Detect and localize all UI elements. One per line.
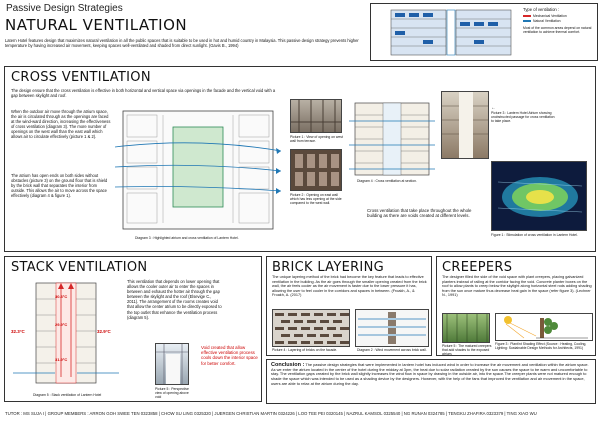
diagram2-caption: Diagram 2 : Wind movement across brick wall. bbox=[357, 348, 427, 352]
picture2 bbox=[290, 149, 342, 191]
building-section-drawing bbox=[371, 4, 521, 60]
picture5-stack-caption: Picture 5 : Perspective view of opening above void bbox=[155, 387, 189, 399]
stack-p1: This ventilation that depends on lower opening that allows the cooler outer air to enter the spaces in between and exhaust the hotter air through the gap between the skylight and the roof (Elsevige C., 2011). The arrangement of the rooms creates void that allow the center atrium to be directly exposed to the top outlet that enhance the ventilation process (diagram 5). bbox=[127, 279, 222, 320]
legend-label: Natural Ventilation bbox=[533, 19, 561, 23]
figure3-caption: Figure 3 : Plant/nt Shading Effect (Source : Heating, Cooling, Lighting: Sustainable Design Methods for Architects, 1991) bbox=[495, 342, 587, 350]
stack-highlight: Void created that allow effective ventilation process cools down the interior space for better comfort. bbox=[201, 345, 258, 366]
temp-right: 32.9°C bbox=[97, 329, 111, 334]
figure1-caption: Figure 1 : Stimulation of cross ventilation in Lantern Hotel. bbox=[491, 233, 578, 237]
top-section-diagram bbox=[370, 3, 598, 61]
brick-title: BRICK LAYERING bbox=[272, 260, 384, 275]
diagram5-caption: Diagram 5 : Stack ventilation of Lantern Hotel bbox=[33, 393, 102, 397]
stack-title: STACK VENTILATION bbox=[11, 260, 148, 275]
legend-label: Mechanical Ventilation bbox=[533, 14, 567, 18]
mechanical-swatch-icon bbox=[523, 15, 531, 17]
arrow-icon: ← bbox=[491, 105, 496, 111]
figure3-shading bbox=[495, 313, 593, 341]
stack-ventilation-panel bbox=[4, 256, 262, 402]
kicker: Passive Design Strategies bbox=[6, 3, 123, 14]
brick-p1: The unique layering method of the brick had become the key feature that leads to effective ventilation in the building. As the air goes through the smaller opening created from the brick wall, the air feels cooler as the air movement is faster due to the lower pressure it has, allowing the user to feel cooler in the corridors and spaces in between. (Froakh, A., & Froakh, A. (2017) bbox=[272, 275, 427, 298]
cross-highlight: Cross ventilation that take place throughout the whole building as there are voids created at different levels. bbox=[367, 208, 472, 219]
cross-p2: When the outdoor air move through the atrium space, the air is circulated through as the openings are faced at the wind-ward direction, increasing the effectiveness of cross ventilation (diagram 3). The more number of openings on the west wall than the east wall which allows air to circulate effectively (picture 1 & 2). bbox=[11, 109, 111, 140]
creepers-title: CREEPERS bbox=[442, 260, 513, 275]
diagram4-caption: Diagram 4 : Cross ventilation at section. bbox=[357, 179, 417, 183]
picture3-caption: Picture 3 : Lantern Hotel Atrium showing unobstructed passage for cross ventilation to take place. bbox=[491, 111, 555, 123]
legend-title: Type of ventilation : bbox=[523, 7, 560, 12]
creepers-picture-caption: Picture 5 : The matured creepers that add shades to the exposed atrium. bbox=[442, 344, 492, 356]
picture4-bricks bbox=[272, 309, 350, 347]
conclusion-label: Conclusion : bbox=[271, 362, 305, 368]
legend bbox=[523, 8, 597, 34]
intro-text: Latern Hotel features design that maximizes natural ventilation in all the public spaces that is suitable to be used in hot and humid country in Malaysia. This passive design strategy prevents higher temperature by having increased air movement, keeping spaces well-ventilated and shaded from direct sunlight. (Gavis B., 1994) bbox=[5, 38, 359, 49]
diagram5-stack bbox=[11, 277, 121, 401]
page-title: NATURAL VENTILATION bbox=[5, 16, 188, 34]
diagram3-caption: Diagram 3 : Highlighted atrium and cross ventilation of Lantern Hotel. bbox=[135, 236, 239, 240]
picture5-creepers bbox=[442, 313, 490, 343]
diagram2-wind bbox=[355, 309, 429, 347]
legend-item-mechanical bbox=[523, 14, 597, 18]
natural-swatch-icon bbox=[523, 20, 531, 22]
diagram4-section bbox=[349, 99, 435, 189]
picture2-caption: Picture 2 : Opening on east wall which has less opening at the side compared to the west wall. bbox=[290, 193, 342, 205]
picture4-caption: Picture 4 : Layering of bricks on the facade. bbox=[272, 348, 338, 352]
picture5-opening bbox=[155, 343, 189, 385]
cross-ventilation-panel bbox=[4, 66, 596, 252]
cross-p1: The design ensure that the cross ventilation is effective in both horizontal and vertical space via openings in the facade and the vertical void with a gap between skylight and roof. bbox=[11, 88, 276, 99]
diagram3-plan bbox=[113, 107, 283, 243]
picture1-caption: Picture 1 : View of opening on west wall from terrace. bbox=[290, 135, 343, 143]
temp-top: 30.3°C bbox=[55, 294, 68, 299]
creepers-p1: The designer filled the side of the void space with plant creepers, placing galvanized planters instead of railing at the corridor facing the void. Concrete planter boxes on the roof to allow plants to creep below the skylight along horizontal steel rods adding shading from the sun once mature thus decrease heat gain in the space (refer figure 3). (Lechner N., 1991) bbox=[442, 275, 592, 298]
brick-layering-panel bbox=[266, 256, 432, 356]
legend-item-natural bbox=[523, 19, 597, 23]
temp-mid: 29.9°C bbox=[55, 322, 68, 327]
temp-left: 32.3°C bbox=[11, 329, 25, 334]
cross-p3: The atrium has open ends on both sides without obstacles (picture 3) on the ground floor that is shield by the brick wall that separates the interior from outside. This allows the air to move across the space effectively (diagram 4 & figure 1). bbox=[11, 173, 108, 199]
conclusion-text bbox=[271, 363, 593, 387]
creepers-panel bbox=[436, 256, 596, 356]
temp-bottom: 31.9°C bbox=[55, 357, 68, 362]
picture3 bbox=[441, 91, 489, 159]
conclusion-body: The passive design strategies that were implemented in lantern hotel has induced wind in order to increase the air movement and ventilation within the atrium space. As we enter the atrium located in the center of the hotel during the midday at 3pm, the heat due to solar radiation created by the sun causes the space to be warm and uncomfortable to stay. The ventilation gaps created by the brick wall slightly increases the wind flow in space by drawing in the outside air, into the space.The creeper plants were not matured enough to shade the space which was intended to be used as a shading device by the designers. However, with the help of the fans that improved the ventilation and air movement in the space, users are able to relax at the atrium during the day. bbox=[271, 362, 589, 386]
cross-title: CROSS VENTILATION bbox=[11, 70, 151, 85]
picture1 bbox=[290, 99, 342, 133]
conclusion-panel bbox=[266, 359, 596, 404]
figure1 bbox=[491, 161, 587, 231]
footer-credits: TUTOR : MS SUJA I | GROUP MEMBERS : ARRON GOH SWEE TEN 0323858 | CHOW SU LING 0325320 | JUERGEN CHRISTIAN MARTIN 0324226 | LOO TEE PEI 0320145 | NAZRUL KAMSOL 0325540 | NG RUNAN 0324785 | TENGKU ZHAFIRA 0323379 | TING XIAO WU bbox=[5, 411, 537, 416]
legend-note: Most of the common areas depend on natural ventilation to achieve thermal comfort. bbox=[523, 26, 592, 34]
